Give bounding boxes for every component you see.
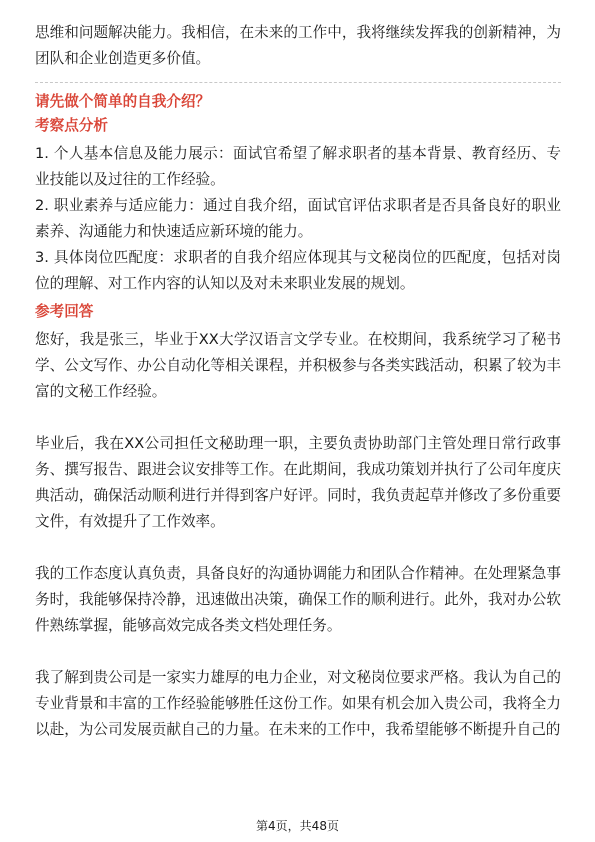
intro-paragraph: 思维和问题解决能力。我相信，在未来的工作中，我将继续发挥我的创新精神，为团队和企业创造更多价值。 [35, 24, 561, 67]
paragraph-gap [35, 405, 561, 431]
answer-paragraph-2: 毕业后，我在XX公司担任文秘助理一职，主要负责协助部门主管处理日常行政事务、撰写报告、跟进会议安排等工作。在此期间，我成功策划并执行了公司年度庆典活动，确保活动顺利进行并得到客户好评。同时，我负责起草并修改了多份重要文件，有效提升了工作效率。 [35, 435, 561, 530]
analysis-item-3: 3. 具体岗位匹配度：求职者的自我介绍应体现其与文秘岗位的匹配度，包括对岗位的理解、对工作内容的认知以及对未来职业发展的规划。 [35, 249, 561, 292]
answer-paragraph-4: 我了解到贵公司是一家实力雄厚的电力企业，对文秘岗位要求严格。我认为自己的专业背景和丰富的工作经验能够胜任这份工作。如果有机会加入贵公司，我将全力以赴，为公司发展贡献自己的力量。在未来的工作中，我希望能够不断提升自己的 [35, 669, 561, 738]
page-content [35, 20, 561, 743]
answer-title: 参考回答 [35, 303, 94, 320]
analysis-item-1: 1. 个人基本信息及能力展示：面试官希望了解求职者的基本背景、教育经历、专业技能以及过往的工作经验。 [35, 145, 561, 188]
section-divider [35, 82, 561, 83]
analysis-title: 考察点分析 [35, 117, 108, 134]
answer-paragraph-1: 您好，我是张三，毕业于XX大学汉语言文学专业。在校期间，我系统学习了秘书学、公文写作、办公自动化等相关课程，并积极参与各类实践活动，积累了较为丰富的文秘工作经验。 [35, 331, 561, 400]
question-heading: 请先做个简单的自我介绍？ [35, 93, 211, 110]
answer-paragraph-3: 我的工作态度认真负责，具备良好的沟通协调能力和团队合作精神。在处理紧急事务时，我能够保持冷静，迅速做出决策，确保工作的顺利进行。此外，我对办公软件熟练掌握，能够高效完成各类文档处理任务。 [35, 565, 561, 634]
page-footer: 第4页，共48页 [256, 819, 339, 833]
analysis-item-2: 2. 职业素养与适应能力：通过自我介绍，面试官评估求职者是否具备良好的职业素养、沟通能力和快速适应新环境的能力。 [35, 197, 561, 240]
paragraph-gap [35, 639, 561, 665]
paragraph-gap [35, 535, 561, 561]
